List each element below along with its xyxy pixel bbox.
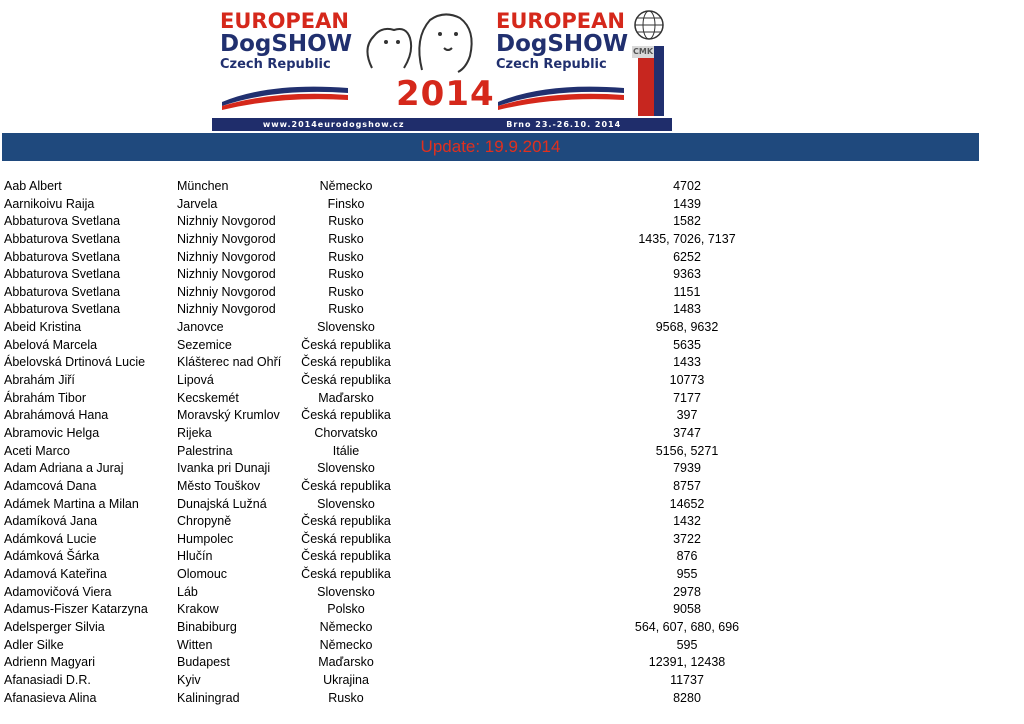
exhibitor-country: Slovensko [317, 496, 375, 511]
catalog-numbers: 397 [676, 408, 698, 423]
exhibitor-city: Rijeka [177, 425, 212, 440]
exhibitor-country: Slovensko [317, 461, 375, 476]
exhibitor-country: Česká republika [301, 355, 391, 370]
exhibitor-name: Abbaturova Svetlana [4, 284, 121, 299]
catalog-numbers: 955 [676, 567, 698, 582]
exhibitor-country: Itálie [332, 443, 360, 458]
exhibitor-city: Palestrina [177, 443, 233, 458]
catalog-numbers: 9058 [673, 602, 701, 617]
globe-icon [632, 8, 666, 44]
exhibitor-country: Česká republika [301, 531, 391, 546]
list-item [0, 566, 1024, 584]
exhibitor-city: Nizhniy Novgorod [177, 267, 276, 282]
list-item [0, 619, 1024, 637]
catalog-numbers: 1432 [673, 514, 701, 529]
exhibitor-city: Nizhniy Novgorod [177, 231, 276, 246]
event-logo-left [220, 9, 353, 114]
exhibitor-country: Slovensko [317, 584, 375, 599]
catalog-numbers: 9568, 9632 [655, 320, 719, 335]
catalog-numbers: 564, 607, 680, 696 [634, 620, 740, 635]
exhibitor-city: Jarvela [177, 196, 218, 211]
exhibitor-country: Česká republika [301, 337, 391, 352]
exhibitor-country: Rusko [328, 284, 364, 299]
exhibitor-country: Česká republika [301, 408, 391, 423]
exhibitor-city: Moravský Krumlov [177, 408, 280, 423]
exhibitor-city: Nizhniy Novgorod [177, 302, 276, 317]
exhibitor-name: Abbaturova Svetlana [4, 267, 121, 282]
exhibitor-country: Maďarsko [318, 390, 374, 405]
list-item [0, 443, 1024, 461]
list-item [0, 301, 1024, 319]
exhibitor-name: Aab Albert [4, 179, 62, 193]
banner-website: www.2014eurodogshow.cz [262, 120, 405, 129]
catalog-numbers: 7177 [673, 390, 701, 405]
update-bar: Update: 19.9.2014 [2, 133, 979, 161]
exhibitor-country: Ukrajina [323, 672, 369, 687]
exhibitor-city: Budapest [177, 655, 230, 670]
exhibitor-country: Česká republika [301, 567, 391, 582]
exhibitor-name: Afanasiadi D.R. [4, 672, 91, 687]
exhibitor-city: Humpolec [177, 531, 234, 546]
exhibitor-name: Abramovic Helga [4, 425, 100, 440]
catalog-numbers: 14652 [669, 496, 705, 511]
exhibitor-list [0, 178, 1024, 707]
catalog-numbers: 595 [676, 637, 698, 652]
flag-swoosh-icon [220, 80, 350, 110]
exhibitor-name: Adrienn Magyari [4, 655, 96, 670]
exhibitor-name: Adler Silke [4, 637, 64, 652]
exhibitor-country: Polsko [327, 602, 365, 617]
exhibitor-country: Česká republika [301, 514, 391, 529]
catalog-numbers: 1582 [673, 214, 701, 229]
logo-subtitle: Czech Republic [220, 57, 331, 72]
exhibitor-name: Adámek Martina a Milan [4, 496, 139, 511]
list-item [0, 460, 1024, 478]
exhibitor-city: Lipová [177, 373, 214, 388]
catalog-numbers: 7939 [673, 461, 701, 476]
list-item [0, 496, 1024, 514]
list-item [0, 178, 1024, 196]
logo-title-european: EUROPEAN [220, 9, 349, 33]
exhibitor-city: Kyiv [177, 672, 201, 687]
list-item [0, 266, 1024, 284]
list-item [0, 478, 1024, 496]
list-item [0, 390, 1024, 408]
catalog-numbers: 5635 [673, 337, 701, 352]
list-item [0, 249, 1024, 267]
exhibitor-name: Adam Adriana a Juraj [4, 461, 124, 476]
list-item [0, 407, 1024, 425]
exhibitor-country: Německo [319, 637, 373, 652]
list-item [0, 672, 1024, 690]
exhibitor-name: Ábrahám Tibor [4, 390, 86, 405]
exhibitor-city: Krakow [177, 602, 219, 617]
catalog-numbers: 1435, 7026, 7137 [638, 231, 736, 246]
exhibitor-city: Kecskemét [177, 390, 239, 405]
catalog-numbers: 9363 [673, 267, 701, 282]
exhibitor-name: Aceti Marco [4, 443, 70, 458]
exhibitor-country: Česká republika [301, 478, 391, 493]
exhibitor-name: Abbaturova Svetlana [4, 249, 121, 264]
catalog-numbers: 2978 [673, 584, 701, 599]
exhibitor-city: Láb [177, 584, 198, 599]
exhibitor-city: Město Touškov [177, 478, 261, 493]
exhibitor-name: Abrahámová Hana [4, 408, 109, 423]
list-item [0, 354, 1024, 372]
catalog-numbers: 11737 [670, 672, 704, 687]
list-item [0, 372, 1024, 390]
exhibitor-name: Abbaturova Svetlana [4, 302, 121, 317]
catalog-numbers: 1433 [673, 355, 701, 370]
exhibitor-city: Ivanka pri Dunaji [177, 461, 271, 476]
catalog-numbers: 1439 [673, 196, 701, 211]
list-item [0, 531, 1024, 549]
exhibitor-city: Kaliningrad [177, 690, 240, 705]
list-item [0, 231, 1024, 249]
list-item [0, 513, 1024, 531]
exhibitor-city: Binabiburg [177, 620, 237, 635]
exhibitor-country: Česká republika [301, 549, 391, 564]
exhibitor-city: Janovce [177, 320, 224, 335]
catalog-numbers: 6252 [673, 249, 701, 264]
exhibitor-country: Rusko [328, 214, 364, 229]
logo-title-dogshow: DogSHOW [496, 31, 629, 57]
exhibitor-name: Adamus-Fiszer Katarzyna [4, 602, 148, 617]
exhibitor-country: Maďarsko [318, 655, 374, 670]
list-item [0, 425, 1024, 443]
exhibitor-city: Chropyně [177, 514, 232, 529]
cmk-label: CMK [632, 47, 654, 56]
exhibitor-name: Abeid Kristina [4, 320, 82, 335]
exhibitor-country: Rusko [328, 267, 364, 282]
catalog-numbers: 3747 [673, 425, 701, 440]
exhibitor-country: Rusko [328, 231, 364, 246]
exhibitor-city: Nizhniy Novgorod [177, 214, 276, 229]
exhibitor-name: Adelsperger Silvia [4, 620, 105, 635]
event-banner [212, 6, 672, 129]
catalog-numbers: 12391, 12438 [648, 655, 726, 670]
catalog-numbers: 8280 [673, 690, 701, 705]
catalog-numbers: 4702 [673, 179, 701, 193]
event-year: 2014 [396, 74, 495, 114]
exhibitor-name: Adamová Kateřina [4, 567, 107, 582]
exhibitor-name: Abbaturova Svetlana [4, 231, 121, 246]
list-item [0, 690, 1024, 708]
exhibitor-city: München [177, 179, 229, 193]
exhibitor-city: Nizhniy Novgorod [177, 249, 276, 264]
exhibitor-name: Adamíková Jana [4, 514, 98, 529]
exhibitor-country: Slovensko [317, 320, 375, 335]
exhibitor-country: Česká republika [301, 373, 391, 388]
exhibitor-name: Adamcová Dana [4, 478, 97, 493]
cmk-badge [632, 8, 666, 116]
exhibitor-city: Klášterec nad Ohří [177, 355, 282, 370]
exhibitor-city: Witten [177, 637, 213, 652]
logo-subtitle: Czech Republic [496, 57, 607, 72]
exhibitor-country: Německo [319, 179, 373, 193]
exhibitor-country: Rusko [328, 249, 364, 264]
catalog-numbers: 5156, 5271 [655, 443, 719, 458]
list-item [0, 284, 1024, 302]
list-item [0, 337, 1024, 355]
catalog-numbers: 8757 [673, 478, 701, 493]
exhibitor-name: Adámková Lucie [4, 531, 97, 546]
logo-title-european: EUROPEAN [496, 9, 625, 33]
exhibitor-name: Abbaturova Svetlana [4, 214, 121, 229]
catalog-numbers: 876 [676, 549, 698, 564]
list-item [0, 548, 1024, 566]
exhibitor-country: Finsko [327, 196, 365, 211]
list-item [0, 213, 1024, 231]
catalog-numbers: 1483 [673, 302, 701, 317]
exhibitor-name: Afanasieva Alina [4, 690, 97, 705]
exhibitor-city: Nizhniy Novgorod [177, 284, 276, 299]
list-item [0, 637, 1024, 655]
exhibitor-city: Hlučín [177, 549, 213, 564]
banner-info-strip [212, 118, 672, 131]
exhibitor-name: Abelová Marcela [4, 337, 98, 352]
exhibitor-country: Rusko [328, 302, 364, 317]
exhibitor-city: Olomouc [177, 567, 228, 582]
list-item [0, 584, 1024, 602]
list-item [0, 654, 1024, 672]
event-logo-right [496, 9, 629, 114]
exhibitor-country: Rusko [328, 690, 364, 705]
exhibitor-country: Chorvatsko [314, 425, 378, 440]
dogs-illustration-icon [352, 8, 492, 78]
exhibitor-name: Abrahám Jiří [4, 373, 75, 388]
badge-blue-stripe [654, 46, 664, 116]
exhibitor-name: Aarnikoivu Raija [4, 196, 95, 211]
exhibitor-name: Adamovičová Viera [4, 584, 112, 599]
catalog-numbers: 10773 [669, 373, 705, 388]
logo-title-dogshow: DogSHOW [220, 31, 353, 57]
list-item [0, 319, 1024, 337]
exhibitor-name: Ábelovská Drtinová Lucie [4, 355, 146, 370]
exhibitor-country: Německo [319, 620, 373, 635]
exhibitor-name: Adámková Šárka [4, 549, 100, 564]
exhibitor-city: Sezemice [177, 337, 232, 352]
flag-swoosh-icon [496, 80, 626, 110]
banner-dates: Brno 23.-26.10. 2014 [506, 120, 622, 129]
list-item [0, 601, 1024, 619]
exhibitor-city: Dunajská Lužná [177, 496, 267, 511]
catalog-numbers: 3722 [673, 531, 701, 546]
catalog-numbers: 1151 [673, 284, 701, 299]
list-item [0, 196, 1024, 214]
